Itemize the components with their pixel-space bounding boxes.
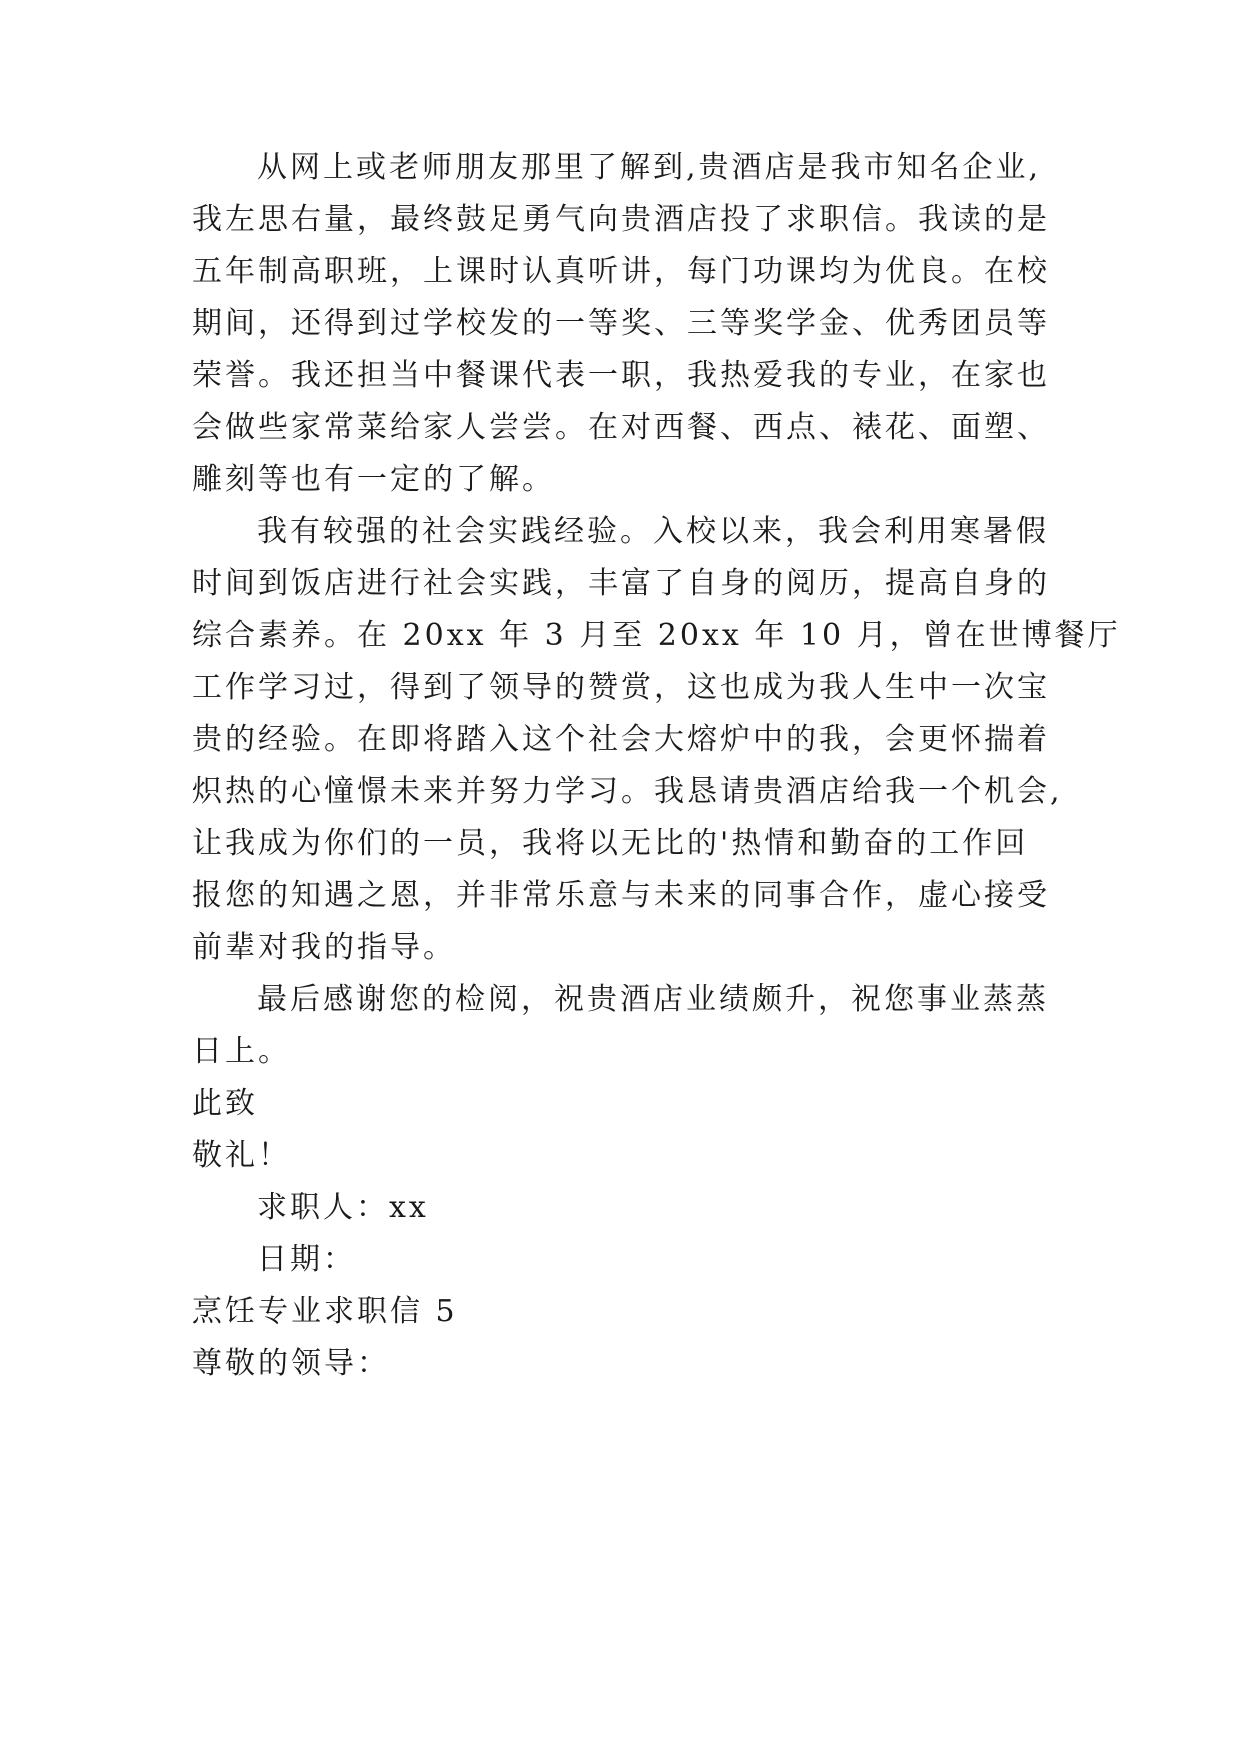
text-line: 从网上或老师朋友那里了解到,贵酒店是我市知名企业, [257, 150, 1042, 185]
text-line: 综合素养。在 20xx 年 3 月至 20xx 年 10 月，曾在世博餐厅 [192, 618, 1121, 653]
text-line: 会做些家常菜给家人尝尝。在对西餐、西点、裱花、面塑、 [192, 410, 1050, 445]
text-line: 报您的知遇之恩，并非常乐意与未来的同事合作，虚心接受 [192, 878, 1050, 913]
text-line: 期间，还得到过学校发的一等奖、三等奖学金、优秀团员等 [192, 306, 1050, 341]
text-line: 荣誉。我还担当中餐课代表一职，我热爱我的专业，在家也 [192, 358, 1050, 393]
date-label: 日期： [257, 1242, 356, 1277]
next-letter-title: 烹饪专业求职信 5 [192, 1294, 458, 1329]
text-line: 我左思右量，最终鼓足勇气向贵酒店投了求职信。我读的是 [192, 202, 1050, 237]
text-line: 时间到饭店进行社会实践，丰富了自身的阅历，提高自身的 [192, 566, 1050, 601]
closing-regards: 敬礼！ [192, 1138, 291, 1173]
closing-salutation: 此致 [192, 1086, 258, 1121]
text-line: 前辈对我的指导。 [192, 930, 456, 965]
text-line: 炽热的心憧憬未来并努力学习。我恳请贵酒店给我一个机会, [192, 774, 1063, 809]
next-letter-salutation: 尊敬的领导： [192, 1346, 390, 1381]
text-line: 雕刻等也有一定的了解。 [192, 462, 555, 497]
text-line: 让我成为你们的一员，我将以无比的'热情和勤奋的工作回 [192, 826, 1029, 861]
text-line: 我有较强的社会实践经验。入校以来，我会利用寒暑假 [257, 514, 1049, 549]
text-line: 五年制高职班，上课时认真听讲，每门功课均为优良。在校 [192, 254, 1050, 289]
text-line: 最后感谢您的检阅，祝贵酒店业绩颇升，祝您事业蒸蒸 [257, 982, 1049, 1017]
text-line: 工作学习过，得到了领导的赞赏，这也成为我人生中一次宝 [192, 670, 1050, 705]
text-line: 贵的经验。在即将踏入这个社会大熔炉中的我，会更怀揣着 [192, 722, 1050, 757]
text-line: 日上。 [192, 1034, 291, 1069]
signature: 求职人：xx [257, 1190, 429, 1225]
